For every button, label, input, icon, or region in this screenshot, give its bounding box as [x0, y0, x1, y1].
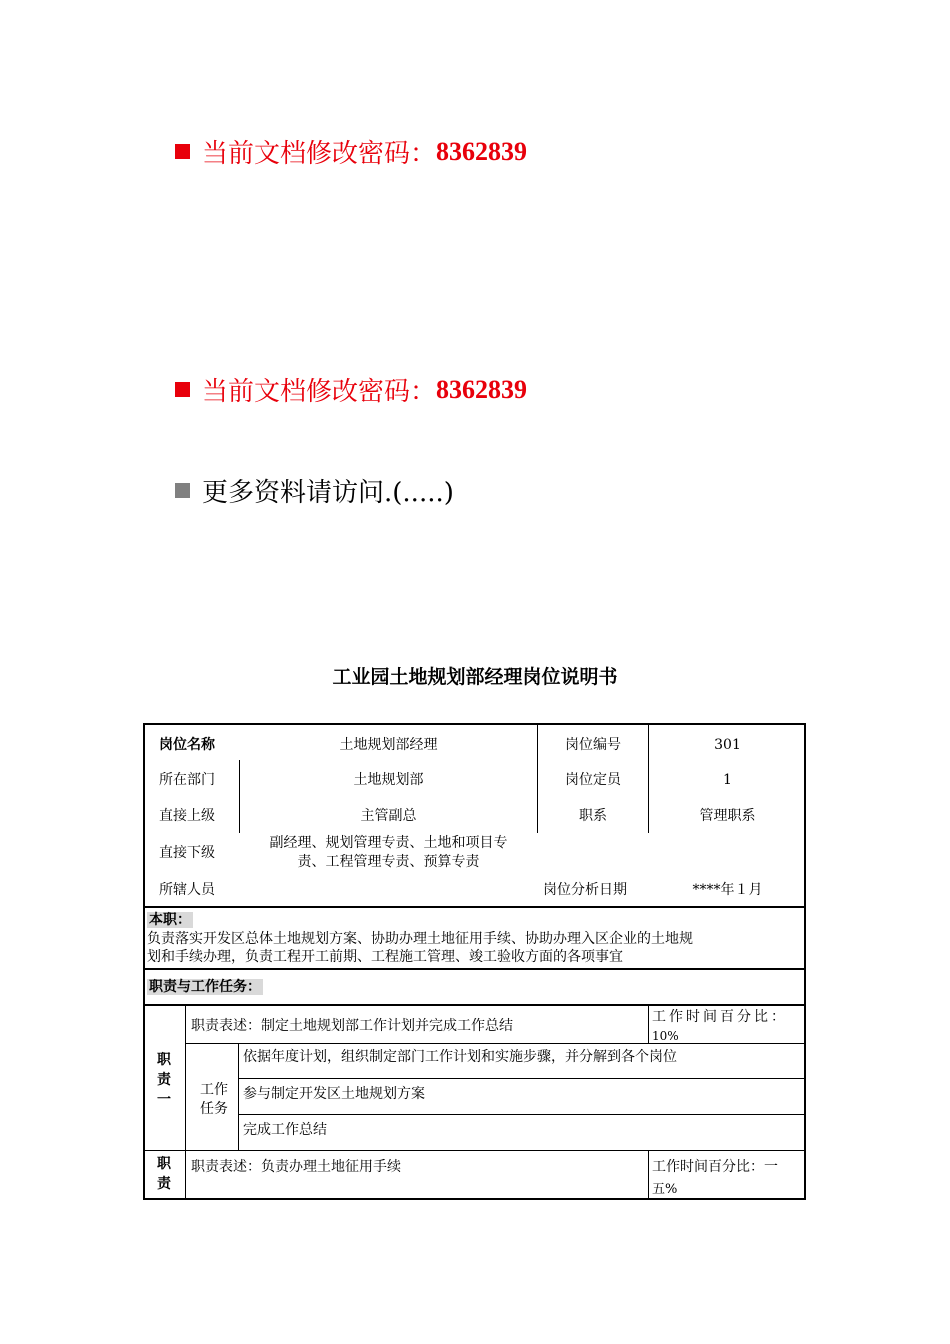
series-label: 职系	[579, 808, 607, 824]
superior-value: 主管副总	[360, 808, 417, 824]
analysis-date-label: 岗位分析日期	[543, 882, 627, 898]
duty-one-label-3: 一	[157, 1092, 171, 1108]
duty-one-time-label: 工作时间百分比：	[652, 1009, 788, 1025]
task-item-1: 依据年度计划，组织制定部门工作计划和实施步骤，并分解到各个岗位	[243, 1049, 677, 1065]
tasks-header: 职责与工作任务：	[149, 979, 261, 995]
duty-one-time-value: 10%	[652, 1029, 679, 1043]
document-title: 工业园土地规划部经理岗位说明书	[332, 666, 618, 688]
quota-value: 1	[723, 772, 732, 788]
password-label: 当前文档修改密码：	[202, 139, 437, 169]
work-tasks-label-1: 工作	[200, 1082, 228, 1098]
duty-two-label-2: 责	[157, 1176, 171, 1192]
post-no-value: 301	[714, 737, 741, 753]
password-label: 当前文档修改密码：	[202, 377, 437, 407]
password-notice-2	[175, 371, 527, 408]
work-tasks-label-2: 任务	[200, 1101, 228, 1117]
subordinate-label: 直接下级	[159, 845, 215, 861]
post-name-value: 土地规划部经理	[339, 737, 438, 753]
analysis-date-value: ****年１月	[692, 882, 763, 898]
superior-label: 直接上级	[159, 808, 215, 824]
dept-label: 所在部门	[159, 772, 215, 788]
more-info-line	[175, 472, 454, 509]
post-name-label: 岗位名称	[159, 737, 215, 753]
password-code: 8362839	[436, 136, 528, 166]
duty-one-label-1: 职	[157, 1052, 171, 1068]
duty-one-label-2: 责	[157, 1072, 171, 1088]
duty-two-time-label: 工作时间百分比：一	[652, 1159, 778, 1175]
red-square-bullet-icon	[175, 382, 190, 397]
post-no-label: 岗位编号	[565, 737, 621, 753]
task-item-3: 完成工作总结	[243, 1122, 327, 1138]
password-code: 8362839	[436, 374, 528, 404]
red-square-bullet-icon	[175, 144, 190, 159]
job-description-table	[143, 723, 806, 1200]
duty-summary-label: 本职：	[149, 912, 191, 928]
subordinate-value-line1: 副经理、规划管理专责、土地和项目专	[269, 835, 508, 851]
task-item-2: 参与制定开发区土地规划方案	[243, 1086, 425, 1102]
duty-summary-line1: 负责落实开发区总体土地规划方案、协助办理土地征用手续、协助办理入区企业的土地规	[147, 931, 693, 947]
duty-two-label-1: 职	[157, 1156, 171, 1172]
dept-value: 土地规划部	[353, 772, 424, 788]
password-notice-1	[175, 133, 527, 170]
staff-label: 所辖人员	[159, 882, 215, 898]
subordinate-value-line2: 责、工程管理专责、预算专责	[297, 854, 480, 870]
duty-one-description: 职责表述：制定土地规划部工作计划并完成工作总结	[191, 1018, 513, 1034]
more-info-text: 更多资料请访问.(.....)	[202, 478, 454, 508]
quota-label: 岗位定员	[565, 772, 621, 788]
gray-square-bullet-icon	[175, 483, 190, 498]
duty-two-description: 职责表述：负责办理土地征用手续	[191, 1159, 401, 1175]
duty-summary-line2: 划和手续办理，负责工程开工前期、工程施工管理、竣工验收方面的各项事宜	[147, 949, 623, 965]
series-value: 管理职系	[699, 808, 756, 824]
duty-two-time-value: 五%	[652, 1182, 678, 1197]
